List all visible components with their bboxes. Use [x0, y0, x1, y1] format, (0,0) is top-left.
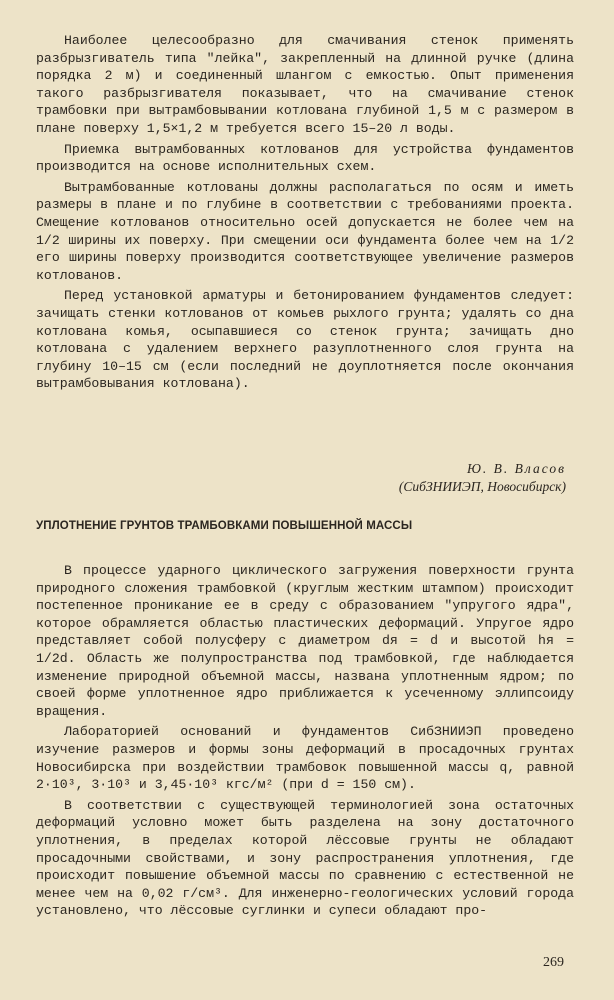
page-number: 269: [543, 955, 564, 970]
section-1-body: [36, 32, 574, 396]
paragraph: Вытрамбованные котлованы должны располагаться по осям и иметь размеры в плане и по глубине в соответствии с требованиями проекта. Смещение котлованов относительно осей допускается не более чем на 1/2 ширины их поверху. При смещении оси фундамента более чем на 1/2 его ширины поверху производится соответствующее увеличение размеров котлованов.: [36, 179, 574, 283]
author-affiliation: (СибЗНИИЭП, Новосибирск): [398, 479, 566, 494]
section-2-body: [36, 562, 574, 923]
author-name: Ю. В. Власов: [467, 461, 566, 476]
author-signature: [266, 460, 566, 496]
paragraph: Перед установкой арматуры и бетонированием фундаментов следует: зачищать стенки котлованов от комьев рыхлого грунта; удалять со дна котлована комья, осыпавшиеся со стенок грунта; зачищать дно котлована с удалением верхнего разуплотненного слоя грунта на глубину 10–15 см (если последний не доуплотняется после окончания вытрамбовывания котлована).: [36, 288, 574, 392]
section-heading: УПЛОТНЕНИЕ ГРУНТОВ ТРАМБОВКАМИ ПОВЫШЕННОЙ МАССЫ: [36, 520, 413, 532]
paragraph: Лабораторией оснований и фундаментов СибЗНИИЭП проведено изучение размеров и формы зоны деформаций в просадочных грунтах Новосибирска при воздействии трамбовок повышенной массы q, равной 2·10³, 3·10³ и 3,45·10³ кгс/м² (при d = 150 см).: [36, 724, 574, 793]
paragraph: Наиболее целесообразно для смачивания стенок применять разбрызгиватель типа "лейка", закрепленный на длинной ручке (длина порядка 2 м) и соединенный шлангом с емкостью. Опыт применения такого разбрызгивателя показывает, что на смачивание стенок трамбовки при вытрамбовывании котлована глубиной 1,5 м с размером в плане поверху 1,5×1,2 м требуется всего 15–20 л воды.: [36, 33, 574, 136]
paragraph: Приемка вытрамбованных котлованов для устройства фундаментов производится на основе исполнительных схем.: [36, 141, 574, 175]
paragraph: В соответствии с существующей терминологией зона остаточных деформаций условно может быть разделена на зону достаточного уплотнения, в пределах которой лёссовые грунты не обладают просадочными свойствами, и зону распространения уплотнения, где происходит повышение объемной массы по сравнению с естественной не менее чем на 0,02 г/см³. Для инженерно-геологических условий города установлено, что лёссовые суглинки и супеси обладают про-: [36, 797, 574, 919]
paragraph: В процессе ударного циклического загружения поверхности грунта природного сложения трамбовкой (круглым жестким штампом) происходит постепенное проникание ее в среду с образованием "упругого ядра", которое обрамляется областью пластических деформаций. Упругое ядро представляет собой полусферу с диаметром dя = d и высотой hя = 1/2d. Область же полупространства под трамбовкой, где наблюдается изменение природной объемной массы, названа уплотненным ядром; по своей форме уплотненное ядро приближается к усеченному эллипсоиду вращения.: [36, 563, 574, 719]
